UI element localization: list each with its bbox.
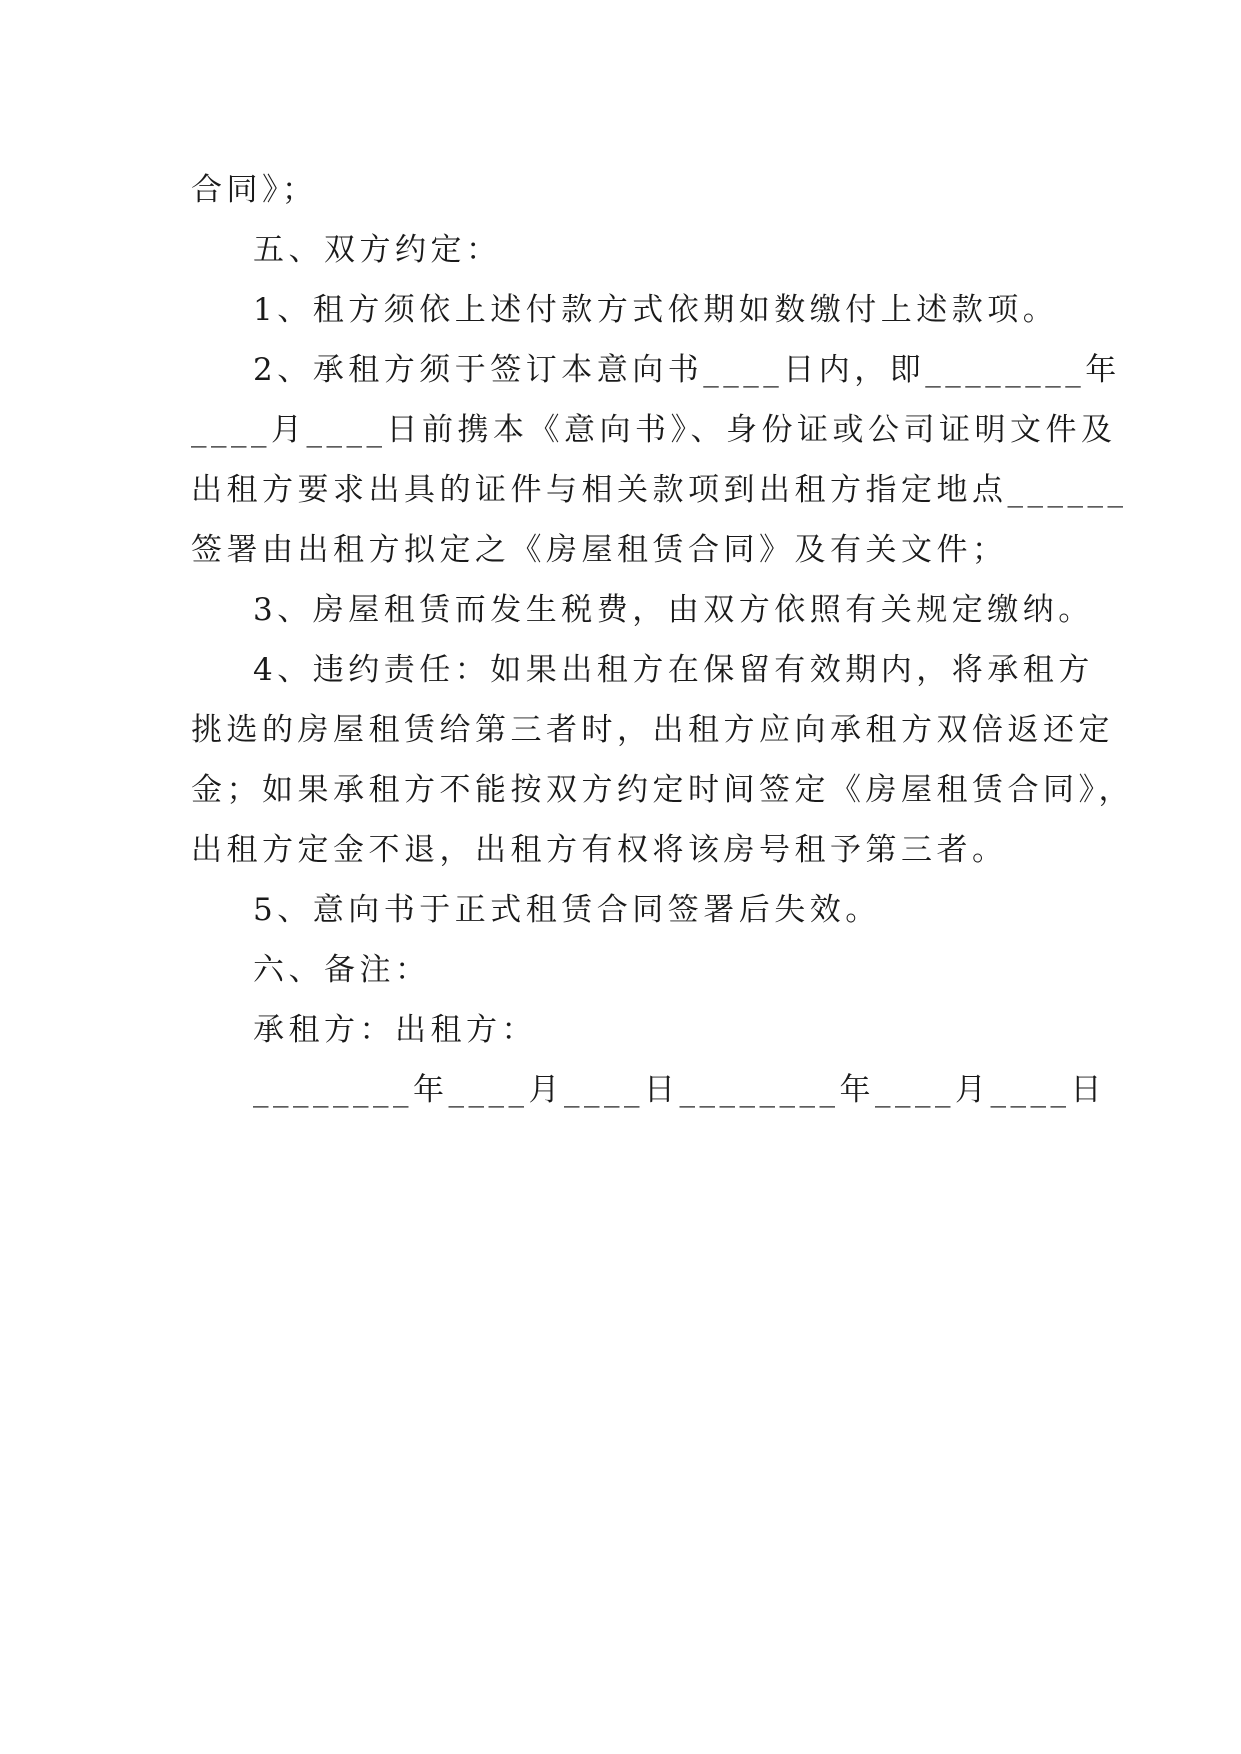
section-heading-remarks	[191, 940, 1071, 1000]
section-heading-mutual-agreement	[191, 220, 1071, 280]
clause-3-taxes	[191, 580, 1094, 640]
clause-2-signing-cont	[191, 400, 1128, 580]
text-line: ____月____日前携本《意向书》、身份证或公司证明文件及	[191, 412, 1117, 448]
text-line: 3、房屋租赁而发生税费，由双方依照有关规定缴纳。	[253, 592, 1094, 628]
signature-dates	[191, 1060, 1106, 1120]
clause-4-liability	[191, 640, 1094, 700]
text-line: 金；如果承租方不能按双方约定时间签定《房屋租赁合同》，	[191, 772, 1134, 808]
document-body	[191, 160, 1134, 1120]
text-line: 合同》；	[191, 172, 318, 208]
signature-parties	[191, 1000, 1071, 1060]
text-line: 六、备注：	[253, 952, 431, 988]
clause-1-payment	[191, 280, 1071, 340]
text-line: 出租方定金不退，出租方有权将该房号租予第三者。	[191, 832, 1008, 868]
text-line: 4、违约责任：如果出租方在保留有效期内，将承租方	[253, 652, 1094, 688]
text-line: 1、租方须依上述付款方式依期如数缴付上述款项。	[253, 292, 1059, 328]
text-line: ________年____月____日________年____月____日	[253, 1072, 1106, 1108]
clause-5-expiry	[191, 880, 1071, 940]
text-line: 2、承租方须于签订本意向书____日内，即________年	[253, 352, 1121, 388]
text-line: 出租方要求出具的证件与相关款项到出租方指定地点______	[191, 472, 1128, 508]
text-line: 承租方：出租方：	[253, 1012, 537, 1048]
text-line: 挑选的房屋租赁给第三者时，出租方应向承租方双倍返还定	[191, 712, 1114, 748]
paragraph-contract-end	[191, 160, 1071, 220]
text-line: 五、双方约定：	[253, 232, 502, 268]
clause-4-liability-cont	[191, 700, 1134, 880]
text-line: 签署由出租方拟定之《房屋租赁合同》及有关文件；	[191, 532, 1008, 568]
clause-2-signing	[191, 340, 1121, 400]
text-line: 5、意向书于正式租赁合同签署后失效。	[253, 892, 881, 928]
